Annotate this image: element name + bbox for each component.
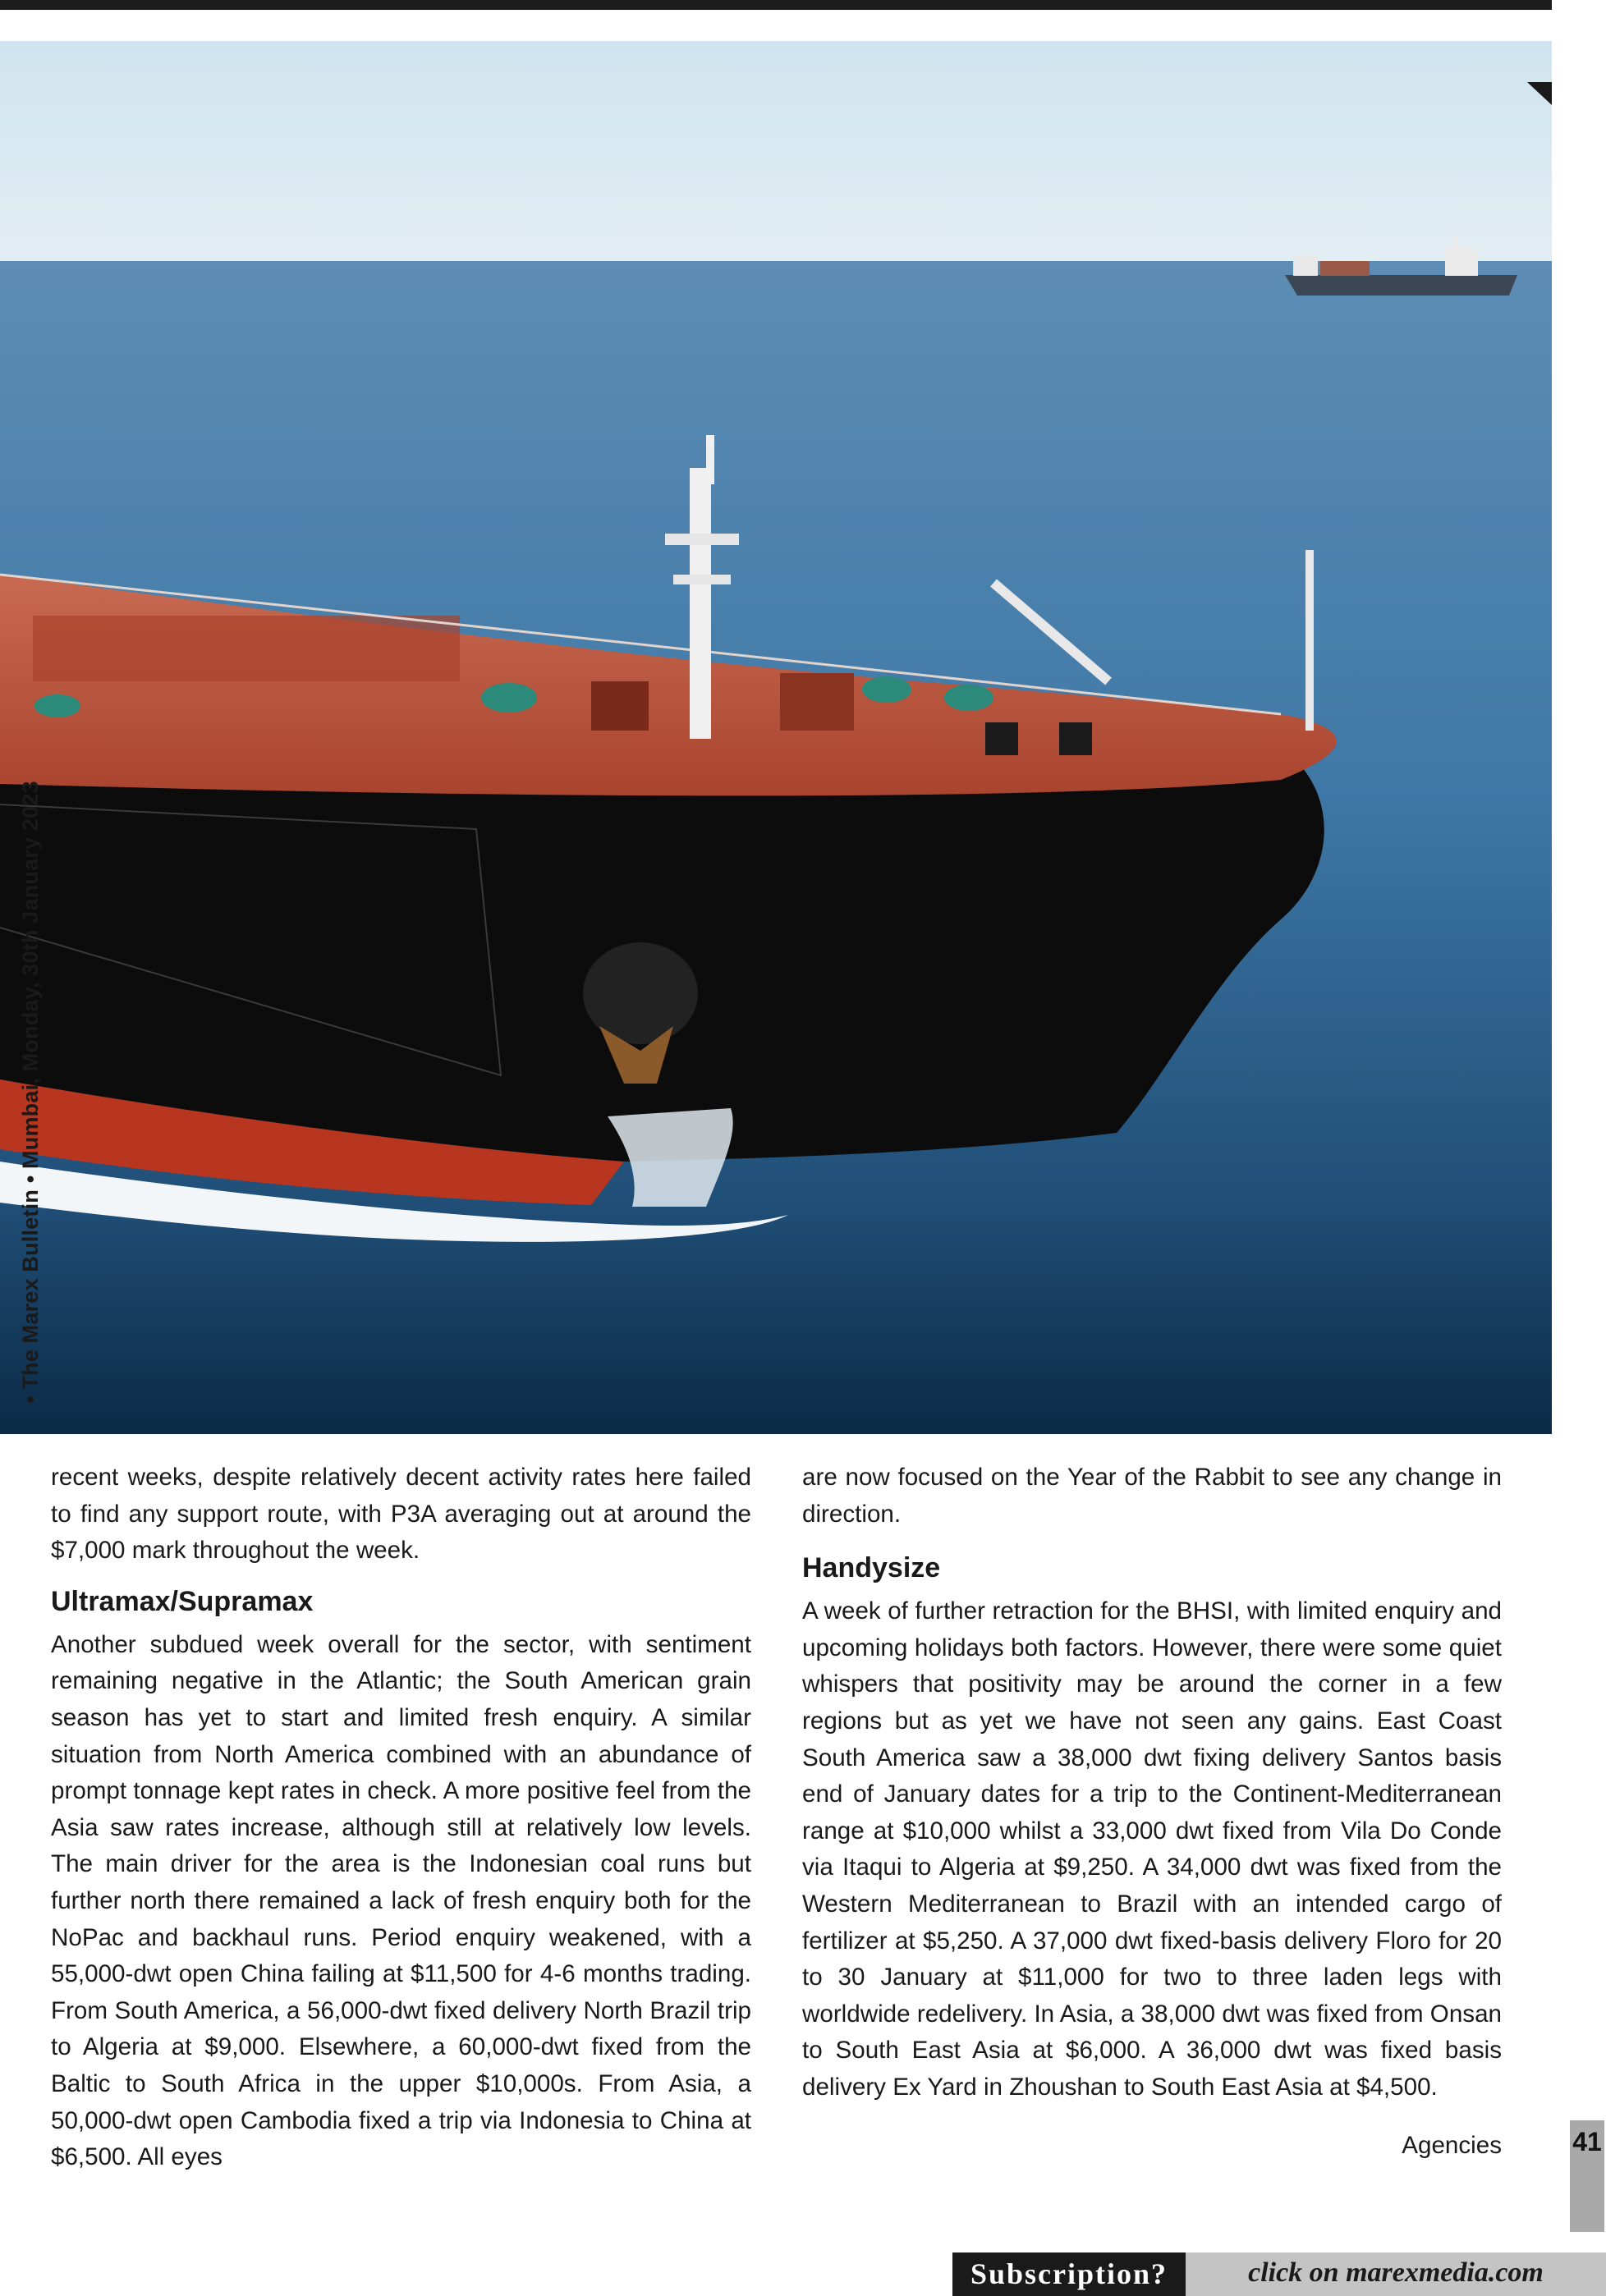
handysize-heading: Handysize xyxy=(802,1552,941,1584)
subscription-label[interactable]: Subscription? xyxy=(952,2252,1186,2296)
ultramax-supramax-heading: Ultramax/Supramax xyxy=(51,1585,314,1617)
left-intro-paragraph: recent weeks, despite relatively decent activity rates here failed to find any support route, with P3A averaging out at around the $7,000 mark throughout the week. xyxy=(51,1464,751,1565)
byline: Agencies xyxy=(1402,2131,1502,2159)
subscription-link[interactable]: click on marexmedia.com xyxy=(1186,2252,1606,2296)
handysize-paragraph: A week of further retraction for the BHSI, with limited enquiry and upcoming holidays both factors. However, there were some quiet whispers that positivity may be around the corner in a few regions but as yet we have not seen any gains. East Coast South America saw a 38,000 dwt fixing delivery Santos basis end of January dates for a trip to the Continent-Mediterranean range at $10,000 whilst a 33,000 dwt fixed from Vila Do Conde via Itaqui to Algeria at $9,250. A 34,000 dwt was fixed from the Western Mediterranean to Brazil with an intended cargo of fertilizer at $5,250. A 37,000 dwt fixed-basis delivery Floro for 20 to 30 January at $11,000 for two to three laden legs with worldwide redelivery. In Asia, a 38,000 dwt was fixed from Onsan to South East Asia at $6,000. A 36,000 dwt was fixed basis delivery Ex Yard in Zhoushan to South East Asia at $4,500. xyxy=(802,1597,1502,2101)
top-rule xyxy=(0,0,1552,10)
publication-rail-text: • The Marex Bulletin • Mumbai, Monday, 30th January 2023 xyxy=(18,781,43,1404)
article-right-column xyxy=(802,1460,1502,2164)
ship-illustration xyxy=(0,41,1552,1434)
ultramax-supramax-paragraph: Another subdued week overall for the sector, with sentiment remaining negative in the Atlantic; the South American grain season has yet to start and limited fresh enquiry. A similar situation from North America combined with an abundance of prompt tonnage kept rates in check. A more positive feel from the Asia saw rates increase, although still at relatively low levels. The main driver for the area is the Indonesian coal runs but further north there remained a lack of fresh enquiry both for the NoPac and backhaul runs. Period enquiry weakened, with a 55,000-dwt open China failing at $11,500 for 4-6 months trading. From South America, a 56,000-dwt fixed delivery North Brazil trip to Algeria at $9,000. Elsewhere, a 60,000-dwt fixed from the Baltic to South Africa in the upper $10,000s. From Asia, a 50,000-dwt open Cambodia fixed a trip via Indonesia to China at $6,500. All eyes xyxy=(51,1630,751,2171)
bulk-carrier-photo xyxy=(0,41,1552,1434)
page-number-tab xyxy=(1570,2120,1604,2232)
page-number: 41 xyxy=(1572,2127,1602,2156)
right-intro-paragraph: are now focused on the Year of the Rabbit to see any change in direction. xyxy=(802,1464,1502,1528)
subscription-banner[interactable] xyxy=(952,2252,1606,2296)
article-left-column xyxy=(51,1460,751,2176)
